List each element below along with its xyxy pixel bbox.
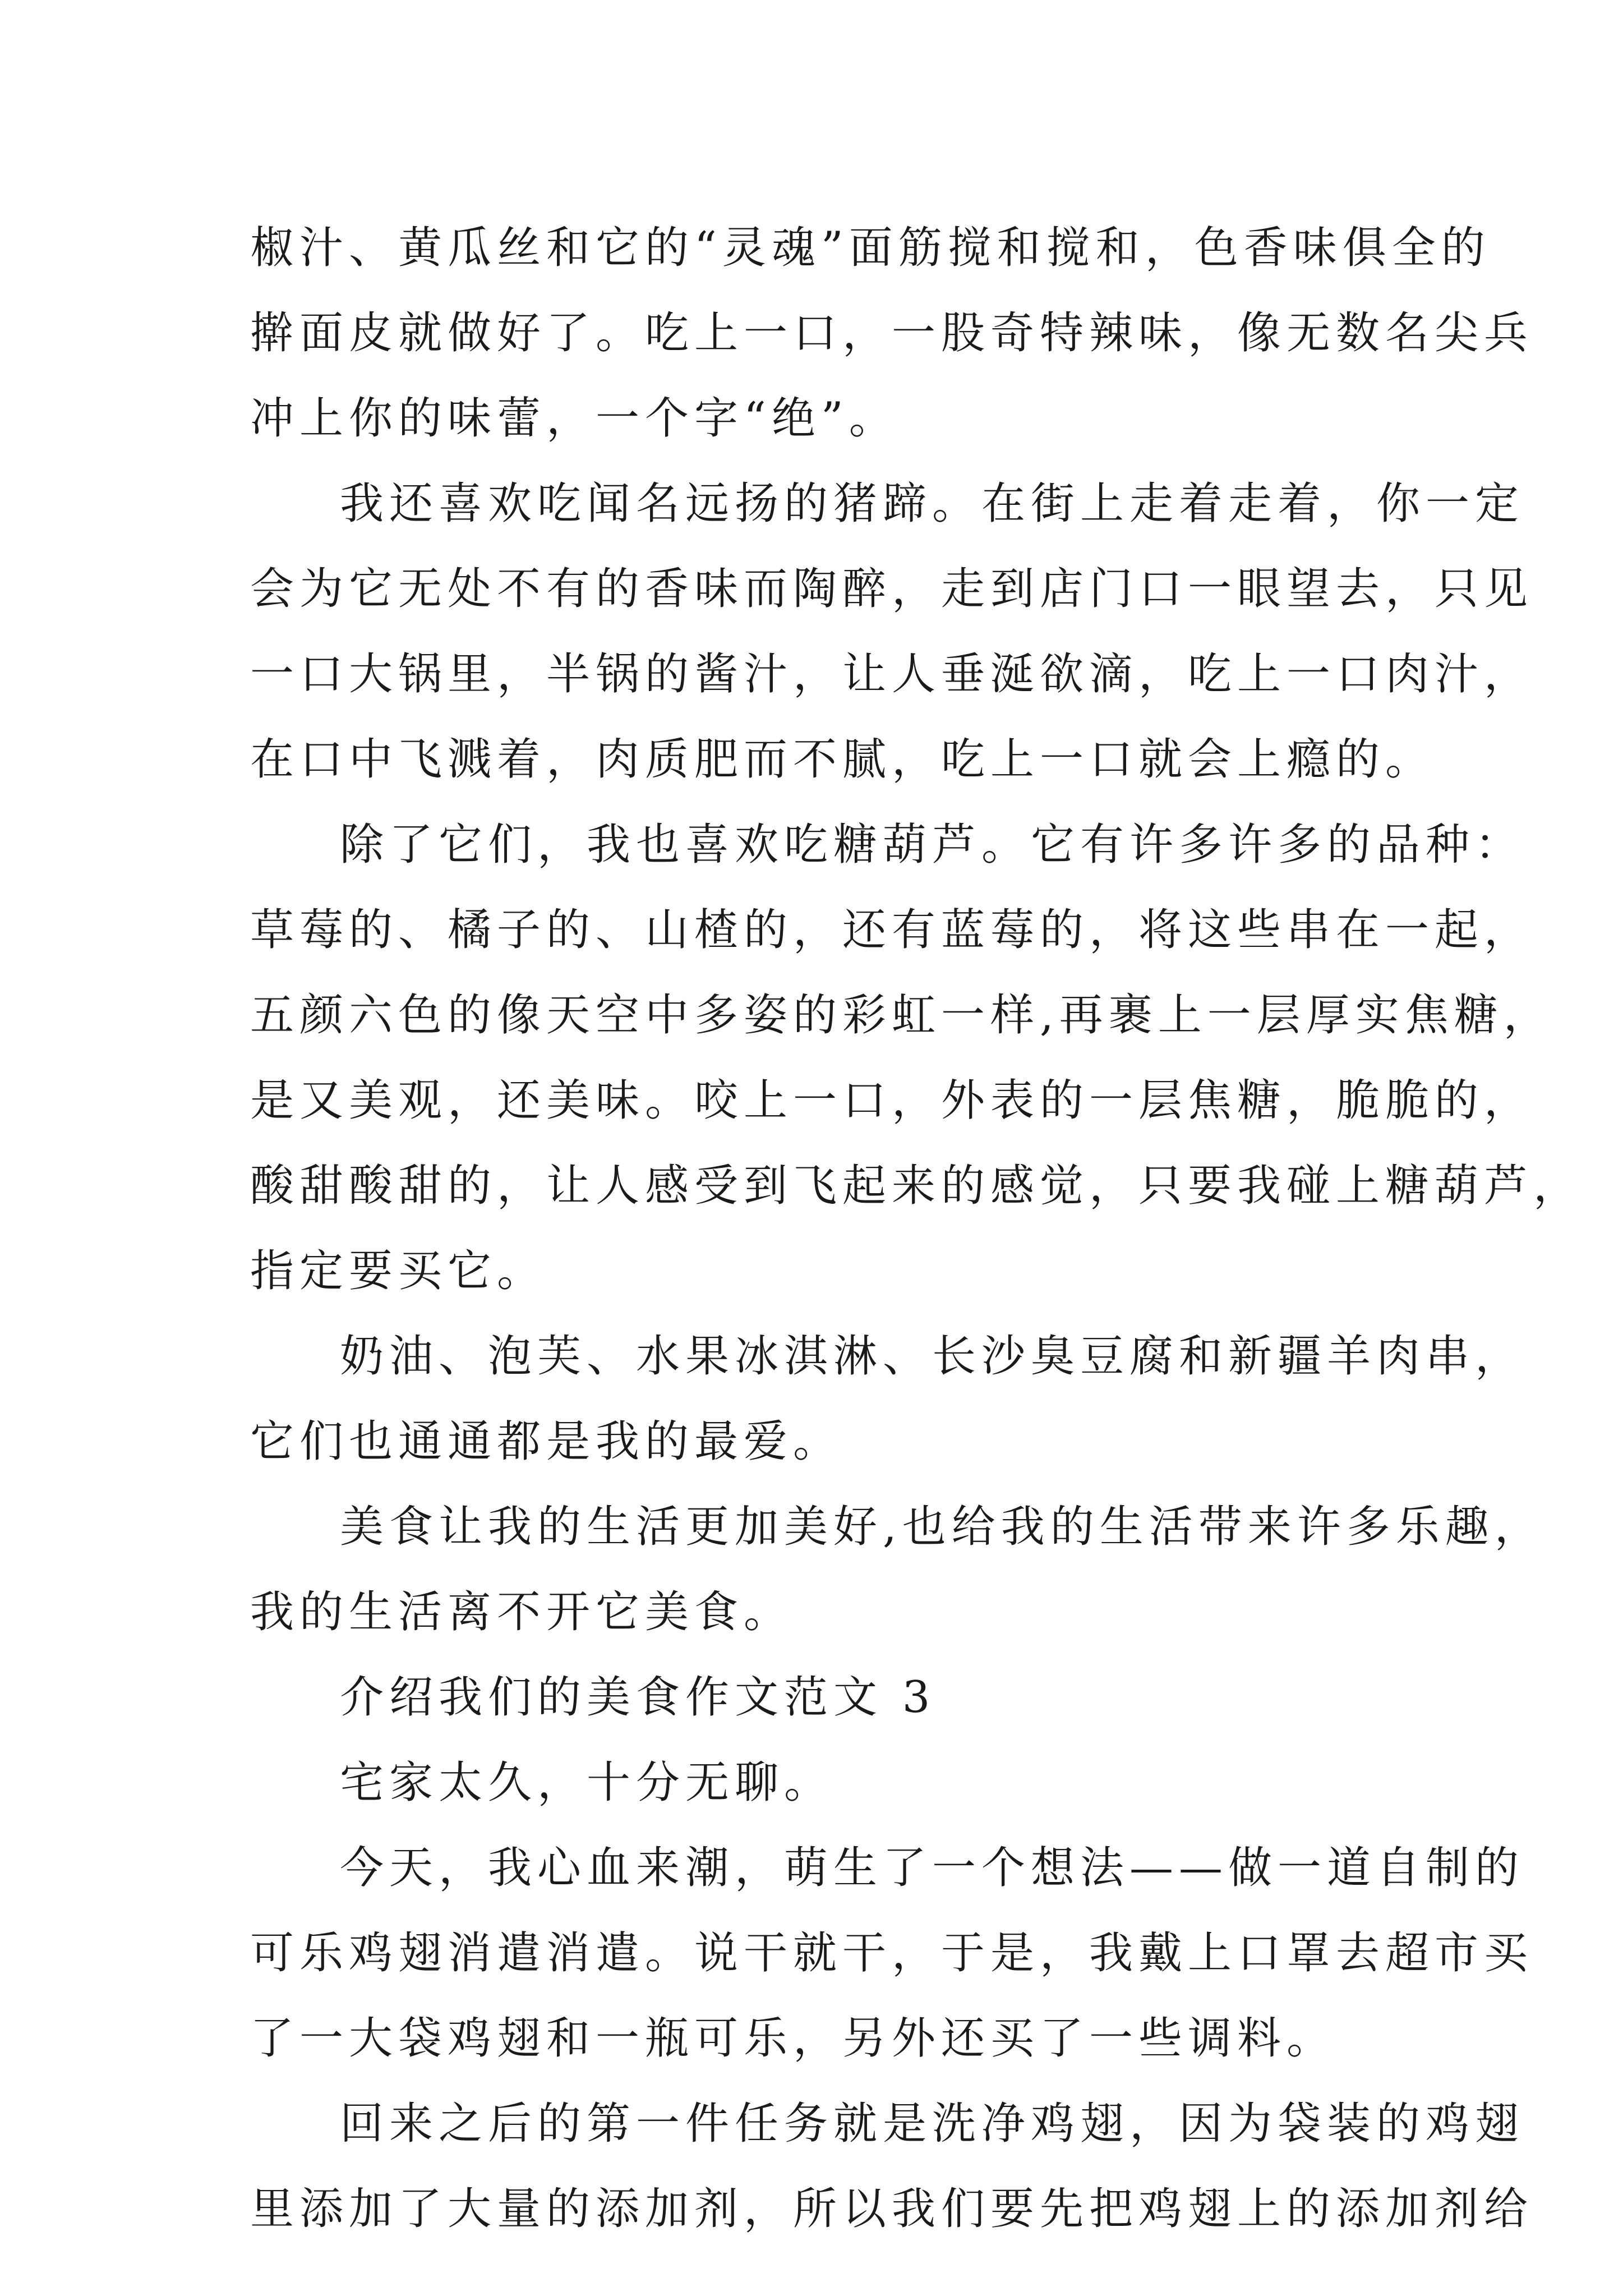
text-line: 指定要买它。	[250, 1246, 547, 1296]
text-line: 可乐鸡翅消遣消遣。说干就干，于是，我戴上口罩去超市买	[250, 1928, 1534, 1978]
paragraph-first-line: 美食让我的生活更加美好,也给我的生活带来许多乐趣，	[340, 1502, 1544, 1552]
text-line: 五颜六色的像天空中多姿的彩虹一样,再裹上一层厚实焦糖，	[250, 990, 1553, 1041]
paragraph-first-line: 回来之后的第一件任务就是洗净鸡翅，因为袋装的鸡翅	[340, 2099, 1525, 2149]
text-line: 椒汁、黄瓜丝和它的“灵魂”面筋搅和搅和，色香味俱全的	[250, 223, 1491, 273]
document-body	[250, 205, 1583, 2252]
paragraph-first-line: 今天，我心血来潮，萌生了一个想法——做一道自制的	[340, 1843, 1525, 1893]
text-line: 在口中飞溅着，肉质肥而不腻，吃上一口就会上瘾的。	[250, 734, 1435, 785]
text-line: 是又美观，还美味。咬上一口，外表的一层焦糖，脆脆的，	[250, 1075, 1534, 1126]
text-line: 了一大袋鸡翅和一瓶可乐，另外还买了一些调料。	[250, 2013, 1336, 2064]
text-line: 草莓的、橘子的、山楂的，还有蓝莓的，将这些串在一起，	[250, 905, 1534, 955]
text-line: 里添加了大量的添加剂，所以我们要先把鸡翅上的添加剂给	[250, 2184, 1534, 2234]
paragraph-first-line: 除了它们，我也喜欢吃糖葫芦。它有许多许多的品种：	[340, 820, 1525, 870]
section-heading: 介绍我们的美食作文范文 3	[340, 1672, 936, 1723]
text-line: 一口大锅里，半锅的酱汁，让人垂涎欲滴，吃上一口肉汁，	[250, 649, 1534, 700]
text-line: 它们也通通都是我的最爱。	[250, 1416, 843, 1467]
text-line: 我的生活离不开它美食。	[250, 1587, 794, 1637]
paragraph-first-line: 我还喜欢吃闻名远扬的猪蹄。在街上走着走着，你一定	[340, 478, 1525, 529]
text-line: 冲上你的味蕾，一个字“绝”。	[250, 393, 898, 444]
text-line: 会为它无处不有的香味而陶醉，走到店门口一眼望去，只见	[250, 564, 1534, 614]
paragraph-first-line: 奶油、泡芙、水果冰淇淋、长沙臭豆腐和新疆羊肉串，	[340, 1331, 1525, 1382]
paragraph-first-line: 宅家太久，十分无聊。	[340, 1757, 834, 1808]
text-line: 酸甜酸甜的，让人感受到飞起来的感觉，只要我碰上糖葫芦，	[250, 1161, 1583, 1211]
text-line: 擀面皮就做好了。吃上一口，一股奇特辣味，像无数名尖兵	[250, 308, 1534, 358]
